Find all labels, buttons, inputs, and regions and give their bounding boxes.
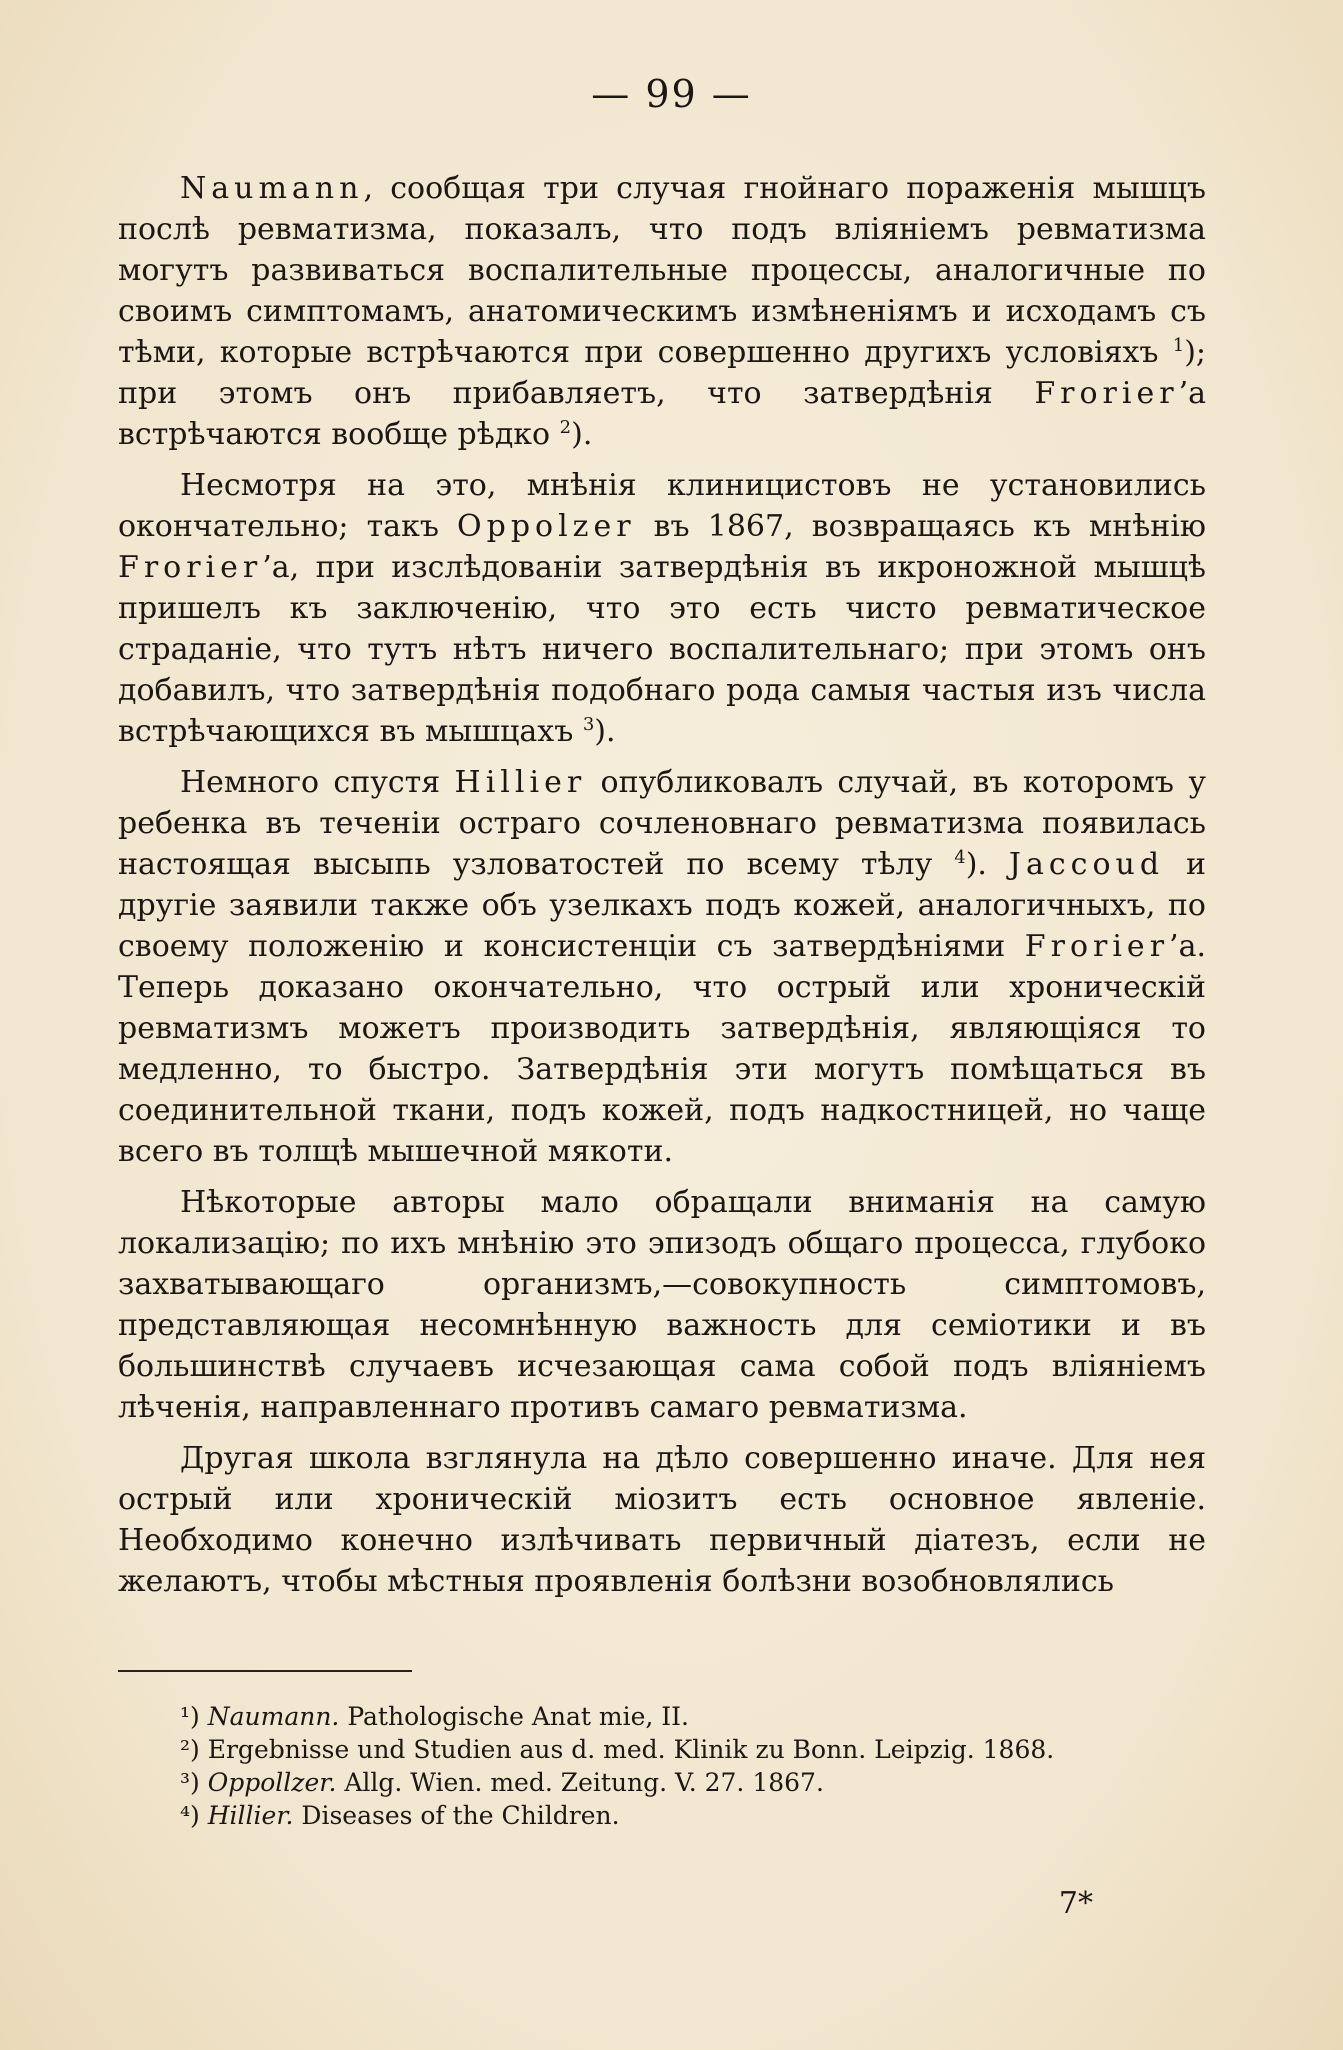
footnote-text: Pathologische Anat mie, II.	[339, 1702, 689, 1731]
footnote	[118, 1799, 1206, 1832]
spaced-name: Naumann	[180, 171, 364, 206]
page-number: — 99 —	[591, 72, 752, 116]
text-run: ).	[594, 714, 616, 749]
spaced-name: Oppolzer	[457, 509, 636, 544]
printer-signature-mark: 7*	[1058, 1886, 1093, 1921]
footnote-text: Diseases of the Children.	[293, 1801, 620, 1830]
text-run: ).	[571, 417, 593, 452]
footnote-marker: ⁴)	[180, 1801, 200, 1830]
paragraph	[118, 1182, 1206, 1428]
paragraph	[118, 465, 1206, 752]
footnote-ref: 1	[1172, 335, 1185, 356]
paragraph	[118, 168, 1206, 455]
spaced-name: Jaccoud	[1008, 847, 1165, 882]
text-run: ).	[965, 847, 1009, 882]
paragraph	[118, 762, 1206, 1172]
text-run: ’а, при изслѣдованіи затвердѣнія въ икроножной мышцѣ пришелъ къ заключенію, что это есть чисто ревматическое страданіе, что тутъ нѣтъ ничего воспалительнаго; при этомъ онъ добавилъ, что затвердѣнія подобнаго рода самыя частыя изъ числа встрѣчающихся въ мышцахъ	[118, 550, 1206, 749]
footnote-text: Ergebnisse und Studien aus d. med. Klinik zu Bonn. Leipzig. 1868.	[207, 1735, 1055, 1764]
footnote-marker: ¹)	[180, 1702, 200, 1731]
main-text	[118, 168, 1206, 1612]
spaced-name: Frorier	[1024, 929, 1170, 964]
footnote-marker: ³)	[180, 1768, 200, 1797]
text-run: Нѣкоторые авторы мало обращали вниманія на самую локализацію; по ихъ мнѣнію это эпизодъ общаго процесса, глубоко захватывающаго организмъ,—совокупность симптомовъ, представляющая несомнѣнную важность для семіотики и въ большинствѣ случаевъ исчезающая сама собой подъ вліяніемъ лѣченія, направленнаго противъ самаго ревматизма.	[118, 1185, 1206, 1425]
text-run: въ 1867, возвращаясь къ мнѣнію	[635, 509, 1207, 544]
text-run: ’a встрѣчаются вообще рѣдко	[118, 376, 1206, 452]
spaced-name: Frorier	[1034, 376, 1179, 411]
footnote-ref: 3	[582, 714, 595, 735]
footnote-marker: ²)	[180, 1735, 200, 1764]
text-run: ); при этомъ онъ прибавляетъ, что затвердѣнія	[118, 335, 1206, 411]
text-run: Немного спустя	[180, 765, 455, 800]
footnote	[118, 1766, 1206, 1799]
footnote	[118, 1700, 1206, 1733]
text-run: Другая школа взглянула на дѣло совершенно иначе. Для нея острый или хроническій міозитъ есть основное явленіе. Необходимо конечно излѣчивать первичный діатезъ, если не желаютъ, чтобы мѣстныя проявленія болѣзни возобновлялись	[118, 1441, 1206, 1599]
spaced-name: Frorier	[118, 550, 263, 585]
footnote-ref: 2	[559, 417, 572, 438]
text-run: Несмотря на это, мнѣнія клиницистовъ не установились окончательно; такъ	[118, 468, 1206, 544]
text-run: , сообщая три случая гнойнаго пораженія мышцъ послѣ ревматизма, показалъ, что подъ вліяніемъ ревматизма могутъ развиваться воспалительные процессы, аналогичные по своимъ симптомамъ, анатомическимъ измѣненіямъ и исходамъ съ тѣми, которые встрѣчаются при совершенно другихъ условіяхъ	[118, 171, 1206, 370]
footnote-text: Allg. Wien. med. Zeitung. V. 27. 1867.	[336, 1768, 824, 1797]
footnote-divider	[118, 1670, 412, 1672]
footnote-ref: 4	[954, 847, 966, 868]
footnote-author: Oppollzer.	[207, 1768, 337, 1797]
text-run: ’а. Теперь доказано окончательно, что острый или хроническій ревматизмъ можетъ производить затвердѣнія, являющіяся то медленно, то быстро. Затвердѣнія эти могутъ помѣщаться въ соединительной ткани, подъ кожей, подъ надкостницей, но чаще всего въ толщѣ мышечной мякоти.	[118, 929, 1206, 1169]
text-run: опубликовалъ случай, въ которомъ у ребенка въ теченіи остраго сочленовнаго ревматизма появилась настоящая высыпь узловатостей по всему тѣлу	[118, 765, 1206, 882]
spaced-name: Hillier	[454, 765, 587, 800]
text-run: и другіе заявили также объ узелкахъ подъ кожей, аналогичныхъ, по своему положенію и консистенціи съ затвердѣніями	[118, 847, 1207, 964]
footnote-author: Naumann.	[207, 1702, 340, 1731]
footnotes	[118, 1700, 1206, 1832]
footnote-author: Hillier.	[207, 1801, 294, 1830]
footnote	[118, 1733, 1206, 1766]
paragraph	[118, 1438, 1206, 1602]
